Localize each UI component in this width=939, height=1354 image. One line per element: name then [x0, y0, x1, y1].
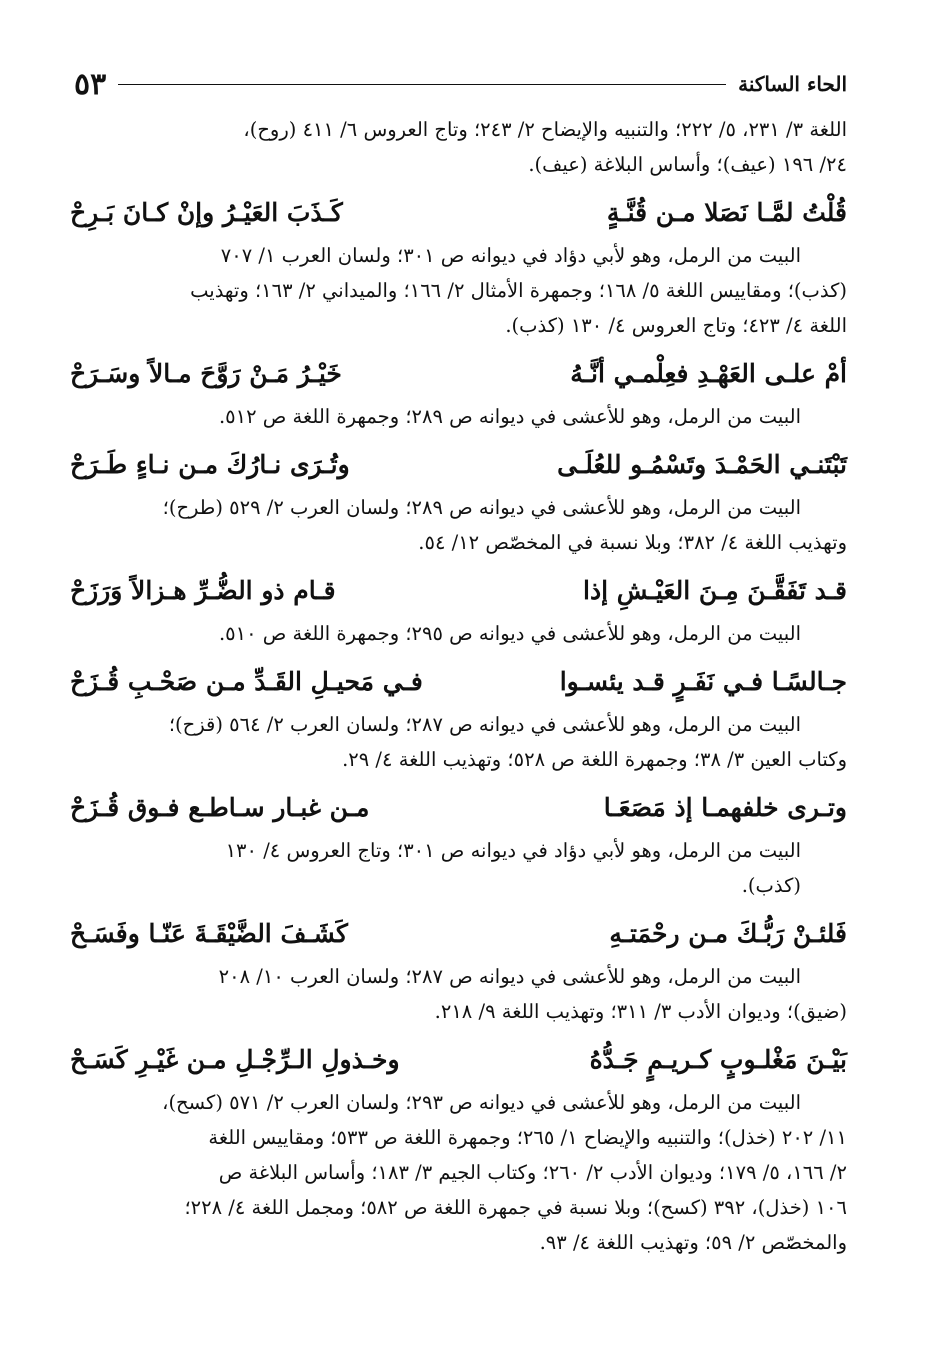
note-line: (كذب)؛ ومقاييس اللغة ٥/ ١٦٨؛ وجمهرة الأمثال ٢/ ١٦٦؛ والميداني ٢/ ١٦٣؛ وتهذيب: [190, 279, 847, 302]
verse-hemistich-1: قـد تَفَقَّـنَ مِـنَ العَيْـشِ إذا: [583, 576, 847, 605]
verse-hemistich-2: فـي مَحيـلِ القَـدِّ مـن صَحْـبِ قُـزَحْ: [70, 667, 423, 696]
intro-note: [70, 112, 847, 182]
note-line: اللغة ٣/ ٢٣١، ٥/ ٢٢٢؛ والتنبيه والإيضاح ٢/ ٢٤٣؛ وتاج العروس ٦/ ٤١١ (روح)،: [243, 118, 847, 141]
header-rule: [118, 84, 726, 85]
verse-entry: [70, 657, 847, 777]
verse-hemistich-2: مـن غبـار سـاطـع فـوق قُـزَحْ: [70, 793, 370, 822]
verse-hemistich-2: كَشَـفَ الضَّيْقَـةَ عَنّـا وفَسَـحْ: [70, 919, 348, 948]
verse-commentary: [70, 707, 847, 777]
verse-line: [70, 566, 847, 616]
note-line: البيت من الرمل، وهو للأعشى في ديوانه ص ٢٨٧؛ ولسان العرب ١٠/ ٢٠٨: [218, 965, 801, 988]
verse-hemistich-2: وخـذولِ الـرِّجْـلِ مـن غَيْـرِ كَسَـحْ: [70, 1045, 400, 1074]
verse-hemistich-2: وتُـرَى نـارُكَ مـن نـاءٍ طَـرَحْ: [70, 450, 350, 479]
verse-line: [70, 657, 847, 707]
verse-line: [70, 349, 847, 399]
verse-hemistich-1: جـالسًـا فـي نَفَـرٍ قـد يئسـوا: [559, 667, 847, 696]
verse-hemistich-1: أمْ علـى العَهْـدِ فعِلْمـي أنَّـهُ: [570, 359, 847, 388]
page-header: [70, 60, 847, 108]
note-line: ٢٤/ ١٩٦ (عيف)؛ وأساس البلاغة (عيف).: [528, 153, 847, 176]
verse-hemistich-2: قـام ذو الضُّـرِّ هـزالاً وَرَزَحْ: [70, 576, 336, 605]
verse-entry: [70, 349, 847, 434]
verse-line: [70, 188, 847, 238]
note-line: (كذب).: [741, 874, 801, 897]
note-line: البيت من الرمل، وهو للأعشى في ديوانه ص ٢٨٩؛ وجمهرة اللغة ص ٥١٢.: [218, 405, 801, 428]
verse-entry: [70, 909, 847, 1029]
verse-line: [70, 783, 847, 833]
verse-hemistich-1: وتـرى خلفهمـا إذ مَصَعَـا: [603, 793, 847, 822]
verse-commentary: [70, 616, 847, 651]
note-line: ١١/ ٢٠٢ (خذل)؛ والتنبيه والإيضاح ١/ ٢٦٥؛ وجمهرة اللغة ص ٥٣٣؛ ومقاييس اللغة: [208, 1126, 847, 1149]
verse-commentary: [70, 238, 847, 343]
note-line: وكتاب العين ٣/ ٣٨؛ وجمهرة اللغة ص ٥٢٨؛ وتهذيب اللغة ٤/ ٢٩.: [342, 748, 847, 771]
note-line: وتهذيب اللغة ٤/ ٣٨٢؛ وبلا نسبة في المخصّص ١٢/ ٥٤.: [418, 531, 847, 554]
verse-line: [70, 440, 847, 490]
note-line: البيت من الرمل، وهو لأبي دؤاد في ديوانه ص ٣٠١؛ وتاج العروس ٤/ ١٣٠: [225, 839, 801, 862]
verse-commentary: [70, 490, 847, 560]
note-line: البيت من الرمل، وهو للأعشى في ديوانه ص ٢٨٩؛ ولسان العرب ٢/ ٥٢٩ (طرح)؛: [162, 496, 801, 519]
note-line: اللغة ٤/ ٤٢٣؛ وتاج العروس ٤/ ١٣٠ (كذب).: [505, 314, 847, 337]
verse-entry: [70, 1035, 847, 1260]
verse-commentary: [70, 1085, 847, 1260]
verse-commentary: [70, 399, 847, 434]
book-page: [70, 60, 847, 1260]
running-head: الحاء الساكنة: [738, 72, 847, 96]
verse-hemistich-1: فَلئـنْ رَبُّـكَ مـن رحْمَتـهِ: [609, 919, 847, 948]
note-line: ١٠٦ (خذل)، ٣٩٢ (كسح)؛ وبلا نسبة في جمهرة اللغة ص ٥٨٢؛ ومجمل اللغة ٤/ ٢٢٨؛: [184, 1196, 847, 1219]
verse-commentary: [70, 833, 847, 903]
note-line: والمخصّص ٢/ ٥٩؛ وتهذيب اللغة ٤/ ٩٣.: [539, 1231, 847, 1254]
verse-entry: [70, 440, 847, 560]
verse-line: [70, 1035, 847, 1085]
note-line: البيت من الرمل، وهو لأبي دؤاد في ديوانه ص ٣٠١؛ ولسان العرب ١/ ٧٠٧: [220, 244, 801, 267]
verse-hemistich-1: قُلْتُ لمَّـا نَصَلا مـن قُنَّـةٍ: [606, 198, 847, 227]
note-line: ٢/ ١٦٦، ٥/ ١٧٩؛ وديوان الأدب ٢/ ٢٦٠؛ وكتاب الجيم ٣/ ١٨٣؛ وأساس البلاغة ص: [218, 1161, 847, 1184]
verse-hemistich-2: كَـذَبَ العَيْـرُ وإنْ كـانَ بَـرِحْ: [70, 198, 343, 227]
verse-entry: [70, 566, 847, 651]
verse-entry: [70, 188, 847, 343]
verse-hemistich-1: بَيْـنَ مَغْلـوبٍ كـريـمٍ جَـدُّهُ: [589, 1045, 847, 1074]
verse-hemistich-1: تَبْتَنـي الحَمْـدَ وتَسْمُـو للعُلَـى: [557, 450, 847, 479]
verse-line: [70, 909, 847, 959]
note-line: البيت من الرمل، وهو للأعشى في ديوانه ص ٢٩٥؛ وجمهرة اللغة ص ٥١٠.: [218, 622, 801, 645]
page-number: ٥٣: [74, 66, 107, 102]
note-line: (ضيق)؛ وديوان الأدب ٣/ ٣١١؛ وتهذيب اللغة ٩/ ٢١٨.: [434, 1000, 847, 1023]
verse-entry: [70, 783, 847, 903]
note-line: البيت من الرمل، وهو للأعشى في ديوانه ص ٢٨٧؛ ولسان العرب ٢/ ٥٦٤ (قزح)؛: [168, 713, 801, 736]
verse-hemistich-2: خَيْـرُ مَـنْ رَوَّحَ مـالاً وسَـرَحْ: [70, 359, 342, 388]
note-line: البيت من الرمل، وهو للأعشى في ديوانه ص ٢٩٣؛ ولسان العرب ٢/ ٥٧١ (كسح)،: [162, 1091, 801, 1114]
verse-commentary: [70, 959, 847, 1029]
